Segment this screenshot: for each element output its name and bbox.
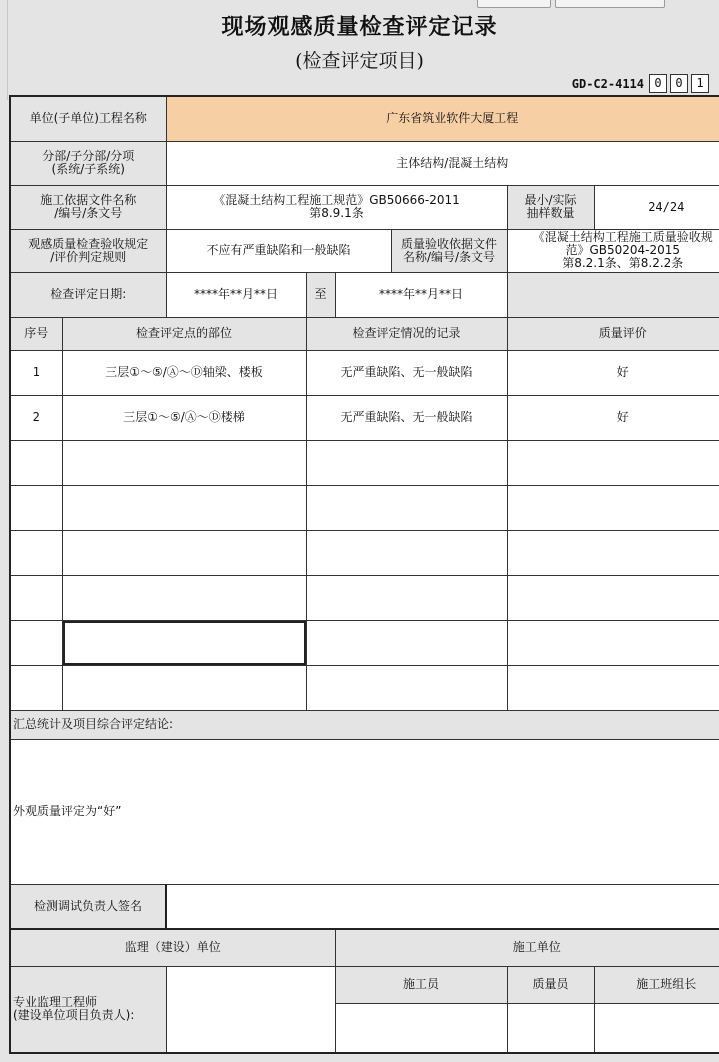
unit-value[interactable]: 广东省筑业软件大厦工程 — [166, 96, 719, 141]
acceptance-value-line3: 第8.2.1条、第8.2.2条 — [562, 256, 684, 270]
row-location[interactable] — [62, 575, 306, 620]
unit-label: 单位(子单位)工程名称 — [10, 96, 166, 141]
row-no[interactable] — [10, 620, 62, 665]
rule-value[interactable]: 不应有严重缺陷和一般缺陷 — [166, 229, 391, 272]
team-lead-signature[interactable] — [594, 1003, 719, 1053]
toolbar-button-left[interactable] — [477, 0, 551, 8]
column-header-rating: 质量评价 — [507, 317, 719, 350]
table-row — [10, 440, 719, 485]
row-location[interactable]: 三层①～⑤/Ⓐ～Ⓓ楼梯 — [62, 395, 306, 440]
table-row — [10, 530, 719, 575]
row-no[interactable] — [10, 530, 62, 575]
rule-label — [10, 229, 166, 272]
row-no[interactable] — [10, 440, 62, 485]
row-record[interactable] — [306, 665, 507, 710]
row-rating[interactable] — [507, 440, 719, 485]
constructor-signature[interactable] — [335, 1003, 507, 1053]
acceptance-value-line1: 《混凝土结构工程施工质量验收规 — [532, 230, 713, 244]
row-no[interactable]: 1 — [10, 350, 62, 395]
date-from[interactable]: ****年**月**日 — [166, 272, 306, 317]
column-header-record: 检查评定情况的记录 — [306, 317, 507, 350]
table-row — [10, 395, 719, 440]
quality-signature[interactable] — [507, 1003, 594, 1053]
date-label: 检查评定日期: — [10, 272, 166, 317]
code-box-1[interactable]: 0 — [649, 74, 667, 93]
role-header-team-lead: 施工班组长 — [594, 966, 719, 1003]
acceptance-label-line1: 质量验收依据文件 — [400, 236, 497, 251]
row-no[interactable] — [10, 665, 62, 710]
code-box-3[interactable]: 1 — [691, 74, 709, 93]
basis-value-line1: 《混凝土结构工程施工规范》GB50666-2011 — [213, 193, 460, 207]
row-no[interactable]: 2 — [10, 395, 62, 440]
column-header-location: 检查评定点的部位 — [62, 317, 306, 350]
row-location[interactable] — [62, 485, 306, 530]
row-record[interactable]: 无严重缺陷、无一般缺陷 — [306, 350, 507, 395]
acceptance-label-line2: 名称/编号/条文号 — [402, 249, 496, 264]
row-record[interactable] — [306, 485, 507, 530]
inspection-form — [9, 95, 719, 1054]
engineer-label — [10, 966, 166, 1053]
row-rating[interactable] — [507, 530, 719, 575]
test-lead-signature[interactable] — [166, 884, 719, 929]
basis-label — [10, 185, 166, 229]
division-value[interactable]: 主体结构/混凝土结构 — [166, 141, 719, 185]
row-rating[interactable] — [507, 485, 719, 530]
engineer-label-line2: (建设单位项目负责人): — [13, 1008, 135, 1023]
construction-unit-header: 施工单位 — [335, 929, 719, 966]
row-record[interactable]: 无严重缺陷、无一般缺陷 — [306, 395, 507, 440]
acceptance-value[interactable] — [507, 229, 719, 272]
row-rating[interactable] — [507, 575, 719, 620]
row-no[interactable] — [10, 485, 62, 530]
acceptance-label — [391, 229, 507, 272]
engineer-signature[interactable] — [166, 966, 335, 1053]
acceptance-value-line2: 范》GB50204-2015 — [565, 243, 681, 257]
engineer-label-line1: 专业监理工程师 — [13, 995, 98, 1010]
row-record[interactable] — [306, 575, 507, 620]
table-row — [10, 620, 719, 665]
row-rating[interactable] — [507, 665, 719, 710]
test-lead-label: 检测调试负责人签名 — [10, 884, 166, 929]
date-to-label: 至 — [306, 272, 335, 317]
role-header-quality: 质量员 — [507, 966, 594, 1003]
basis-label-line1: 施工依据文件名称 — [40, 193, 137, 207]
row-record[interactable] — [306, 440, 507, 485]
row-rating[interactable]: 好 — [507, 395, 719, 440]
row-location[interactable] — [62, 665, 306, 710]
basis-label-line2: /编号/条文号 — [54, 206, 123, 220]
sample-label-line2: 抽样数量 — [526, 206, 575, 220]
table-row — [10, 575, 719, 620]
toolbar-button-right[interactable] — [555, 0, 665, 8]
summary-label: 汇总统计及项目综合评定结论: — [10, 710, 719, 739]
basis-value-line2: 第8.9.1条 — [309, 206, 364, 220]
row-location[interactable] — [62, 440, 306, 485]
rule-label-line2: /评价判定规则 — [50, 249, 127, 264]
basis-value[interactable] — [166, 185, 507, 229]
summary-text[interactable]: 外观质量评定为“好” — [10, 739, 719, 884]
table-row — [10, 350, 719, 395]
division-label-line2: (系统/子系统) — [51, 162, 125, 176]
table-row — [10, 485, 719, 530]
selected-cell[interactable] — [62, 620, 306, 665]
supervision-unit-header: 监理（建设）单位 — [10, 929, 335, 966]
column-header-no: 序号 — [10, 317, 62, 350]
form-code-label: GD-C2-4114 — [571, 76, 644, 91]
row-record[interactable] — [306, 620, 507, 665]
date-to[interactable]: ****年**月**日 — [335, 272, 507, 317]
sample-label-line1: 最小/实际 — [524, 193, 577, 207]
row-no[interactable] — [10, 575, 62, 620]
date-empty — [507, 272, 719, 317]
sample-label — [507, 185, 594, 229]
document-subtitle: (检查评定项目) — [295, 50, 424, 72]
row-rating[interactable] — [507, 620, 719, 665]
sample-value[interactable]: 24/24 — [594, 185, 719, 229]
document-title: 现场观感质量检查评定记录 — [221, 14, 498, 40]
rule-label-line1: 观感质量检查验收规定 — [28, 236, 149, 251]
code-box-2[interactable]: 0 — [670, 74, 688, 93]
row-rating[interactable]: 好 — [507, 350, 719, 395]
table-row — [10, 665, 719, 710]
division-label — [10, 141, 166, 185]
form-code — [572, 74, 709, 93]
role-header-constructor: 施工员 — [335, 966, 507, 1003]
row-location[interactable]: 三层①～⑤/Ⓐ～Ⓓ轴梁、楼板 — [62, 350, 306, 395]
row-record[interactable] — [306, 530, 507, 575]
row-location[interactable] — [62, 530, 306, 575]
division-label-line1: 分部/子分部/分项 — [42, 149, 135, 163]
